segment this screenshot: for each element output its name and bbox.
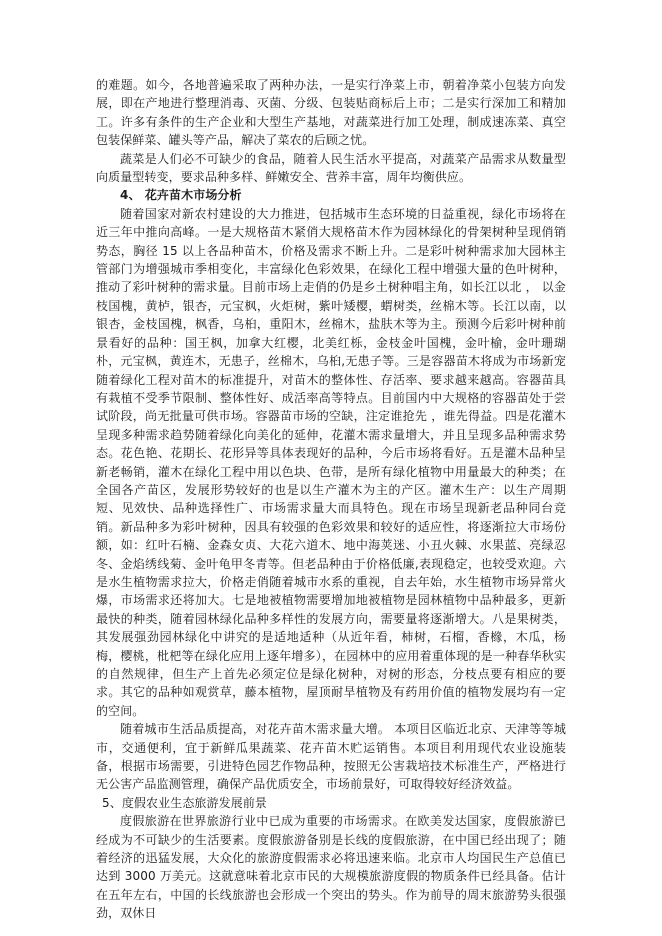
body-paragraph: 随着国家对新农村建设的大力推进，包括城市生态环境的日益重视，绿化市场将在近三年中推向高峰。一是大规格苗木紧俏大规格苗木作为园林绿化的骨架树种呈现俏销势态，胸径 15 以上各品种苗木，价格及需求不断上升。二是彩叶树种需求加大园林主管部门为增强城市季相变化，丰富绿化色彩效果，在绿化工程中增强大量的色叶树种，推动了彩叶树种的需求量。目前市场上走俏的仍是乡土树种唱主角，如长江以北 ， 以金枝国槐，黄栌，银杏，元宝枫，火炬树，紫叶矮樱，蝟树类，丝棉木等。长江以南，以银杏，金枝国槐，枫香，乌桕，重阳木，丝棉木，盐肤木等为主。预测今后彩叶树种前景看好的品种：国王枫，加拿大红樱，北美红栎，金枝金叶国槐，金叶榆，金叶珊瑚朴，元宝枫，黄连木，无患子，丝棉木，乌桕,无患子等。三是容器苗木将成为市场新宠随着绿化工程对苗木的标准提升，对苗木的整体性、存活率、要求越来越高。容器苗具有栽植不受季节限制、整体性好、成活率高等特点。目前国内中大规格的容器苗处于尝试阶段，尚无批量可供市场。容器苗市场的空缺，注定谁抢先 ，谁先得益。四是花灌木呈现多种需求趋势随着绿化向美化的延伸，花灌木需求量增大，并且呈现多品种需求势态。花色艳、花期长、花形异等具体表现好的品种，今后市场将看好。五是灌木品种呈新老畅销，灌木在绿化工程中用以色块、色带，是所有绿化植物中用量最大的种类；在全国各产苗区，发展形势较好的也是以生产灌木为主的产区。灌木生产：以生产周期短、见效快、品种选择性广、市场需求量大而具特色。现在市场呈现新老品种同台竞销。新品种多为彩叶树种，因具有较强的色彩效果和较好的适应性，将逐渐拉大市场份额，如：红叶石楠、金森女贞、大花六道木、地中海荚迷、小丑火棘、水果蓝、亮绿忍冬、金焰绣线菊、金叶龟甲冬青等。但老品种由于价格低廉,表现稳定，也较受欢迎。六是水生植物需求拉大，价格走俏随着城市水系的重视，自去年始，水生植物市场异常火爆，市场需求还将加大。七是地被植物需要增加地被植物是园林植物中品种最多，更新最快的种类，随着园林绿化品种多样性的发展方向，需要量将逐渐增大。八是果树类，其发展强劲园林绿化中讲究的是适地适种（从近年看，柿树，石榴，香橼，木瓜，杨梅，樱桃，枇杷等在绿化应用上逐年增多），在园林中的应用着重体现的是一种春华秋实的自然规律，但生产上首先必须定位是绿化树种，对树的形态，分枝点要有相应的要求。其它的品种如观赏草，藤本植物，屋顶耐旱植物及有药用价值的植物发展均有一定的空间。 — [96, 206, 566, 718]
section-heading-4: 4、 花卉苗木市场分析 — [120, 188, 242, 203]
document-page — [96, 76, 566, 923]
body-paragraph: 度假旅游在世界旅游行业中已成为重要的市场需求。在欧美发达国家，度假旅游已经成为不可缺少的生活要素。度假旅游备别是长线的度假旅游，在中国已经出现了；随着经济的迅猛发展，大众化的旅游度假需求必将迅速来临。北京市人均国民生产总值已达到 3000 万美元。这就意味着北京市民的大规模旅游度假的物质条件已经具备。估计在五年左右，中国的长线旅游也会形成一个突出的势头。作为前导的周末旅游势头很强劲，双休日 — [96, 814, 566, 921]
body-paragraph: 随着城市生活品质提高，对花卉苗木需求量大增。 本项目区临近北京、天津等等城市，交通便利，宜于新鲜瓜果蔬菜、花卉苗木贮运销售。本项目利用现代农业设施装备，根据市场需要，引进特色园艺作物品种，按照无公害栽培技术标准生产，严格进行无公害产品监测管理，确保产品优质安全，市场前景好，可取得较好经济效益。 — [96, 722, 566, 792]
section-heading-5: 5、度假农业生态旅游发展前景 — [102, 795, 268, 810]
body-paragraph: 的难题。如今，各地普遍采取了两种办法，一是实行净菜上市，朝着净菜小包装方向发展，即在产地进行整理消毒、灭菌、分级、包装贴商标后上市；二是实行深加工和精加工。许多有条件的生产企业和大型生产基地，对蔬菜进行加工处理，制成速冻菜、真空包装保鲜菜、罐头等产品，解决了菜农的后顾之忧。 — [96, 78, 566, 148]
body-paragraph: 蔬菜是人们必不可缺少的食品，随着人民生活水平提高，对蔬菜产品需求从数量型向质量型转变，要求品种多样、鲜嫩安全、营养丰富，周年均衡供应。 — [96, 151, 566, 185]
